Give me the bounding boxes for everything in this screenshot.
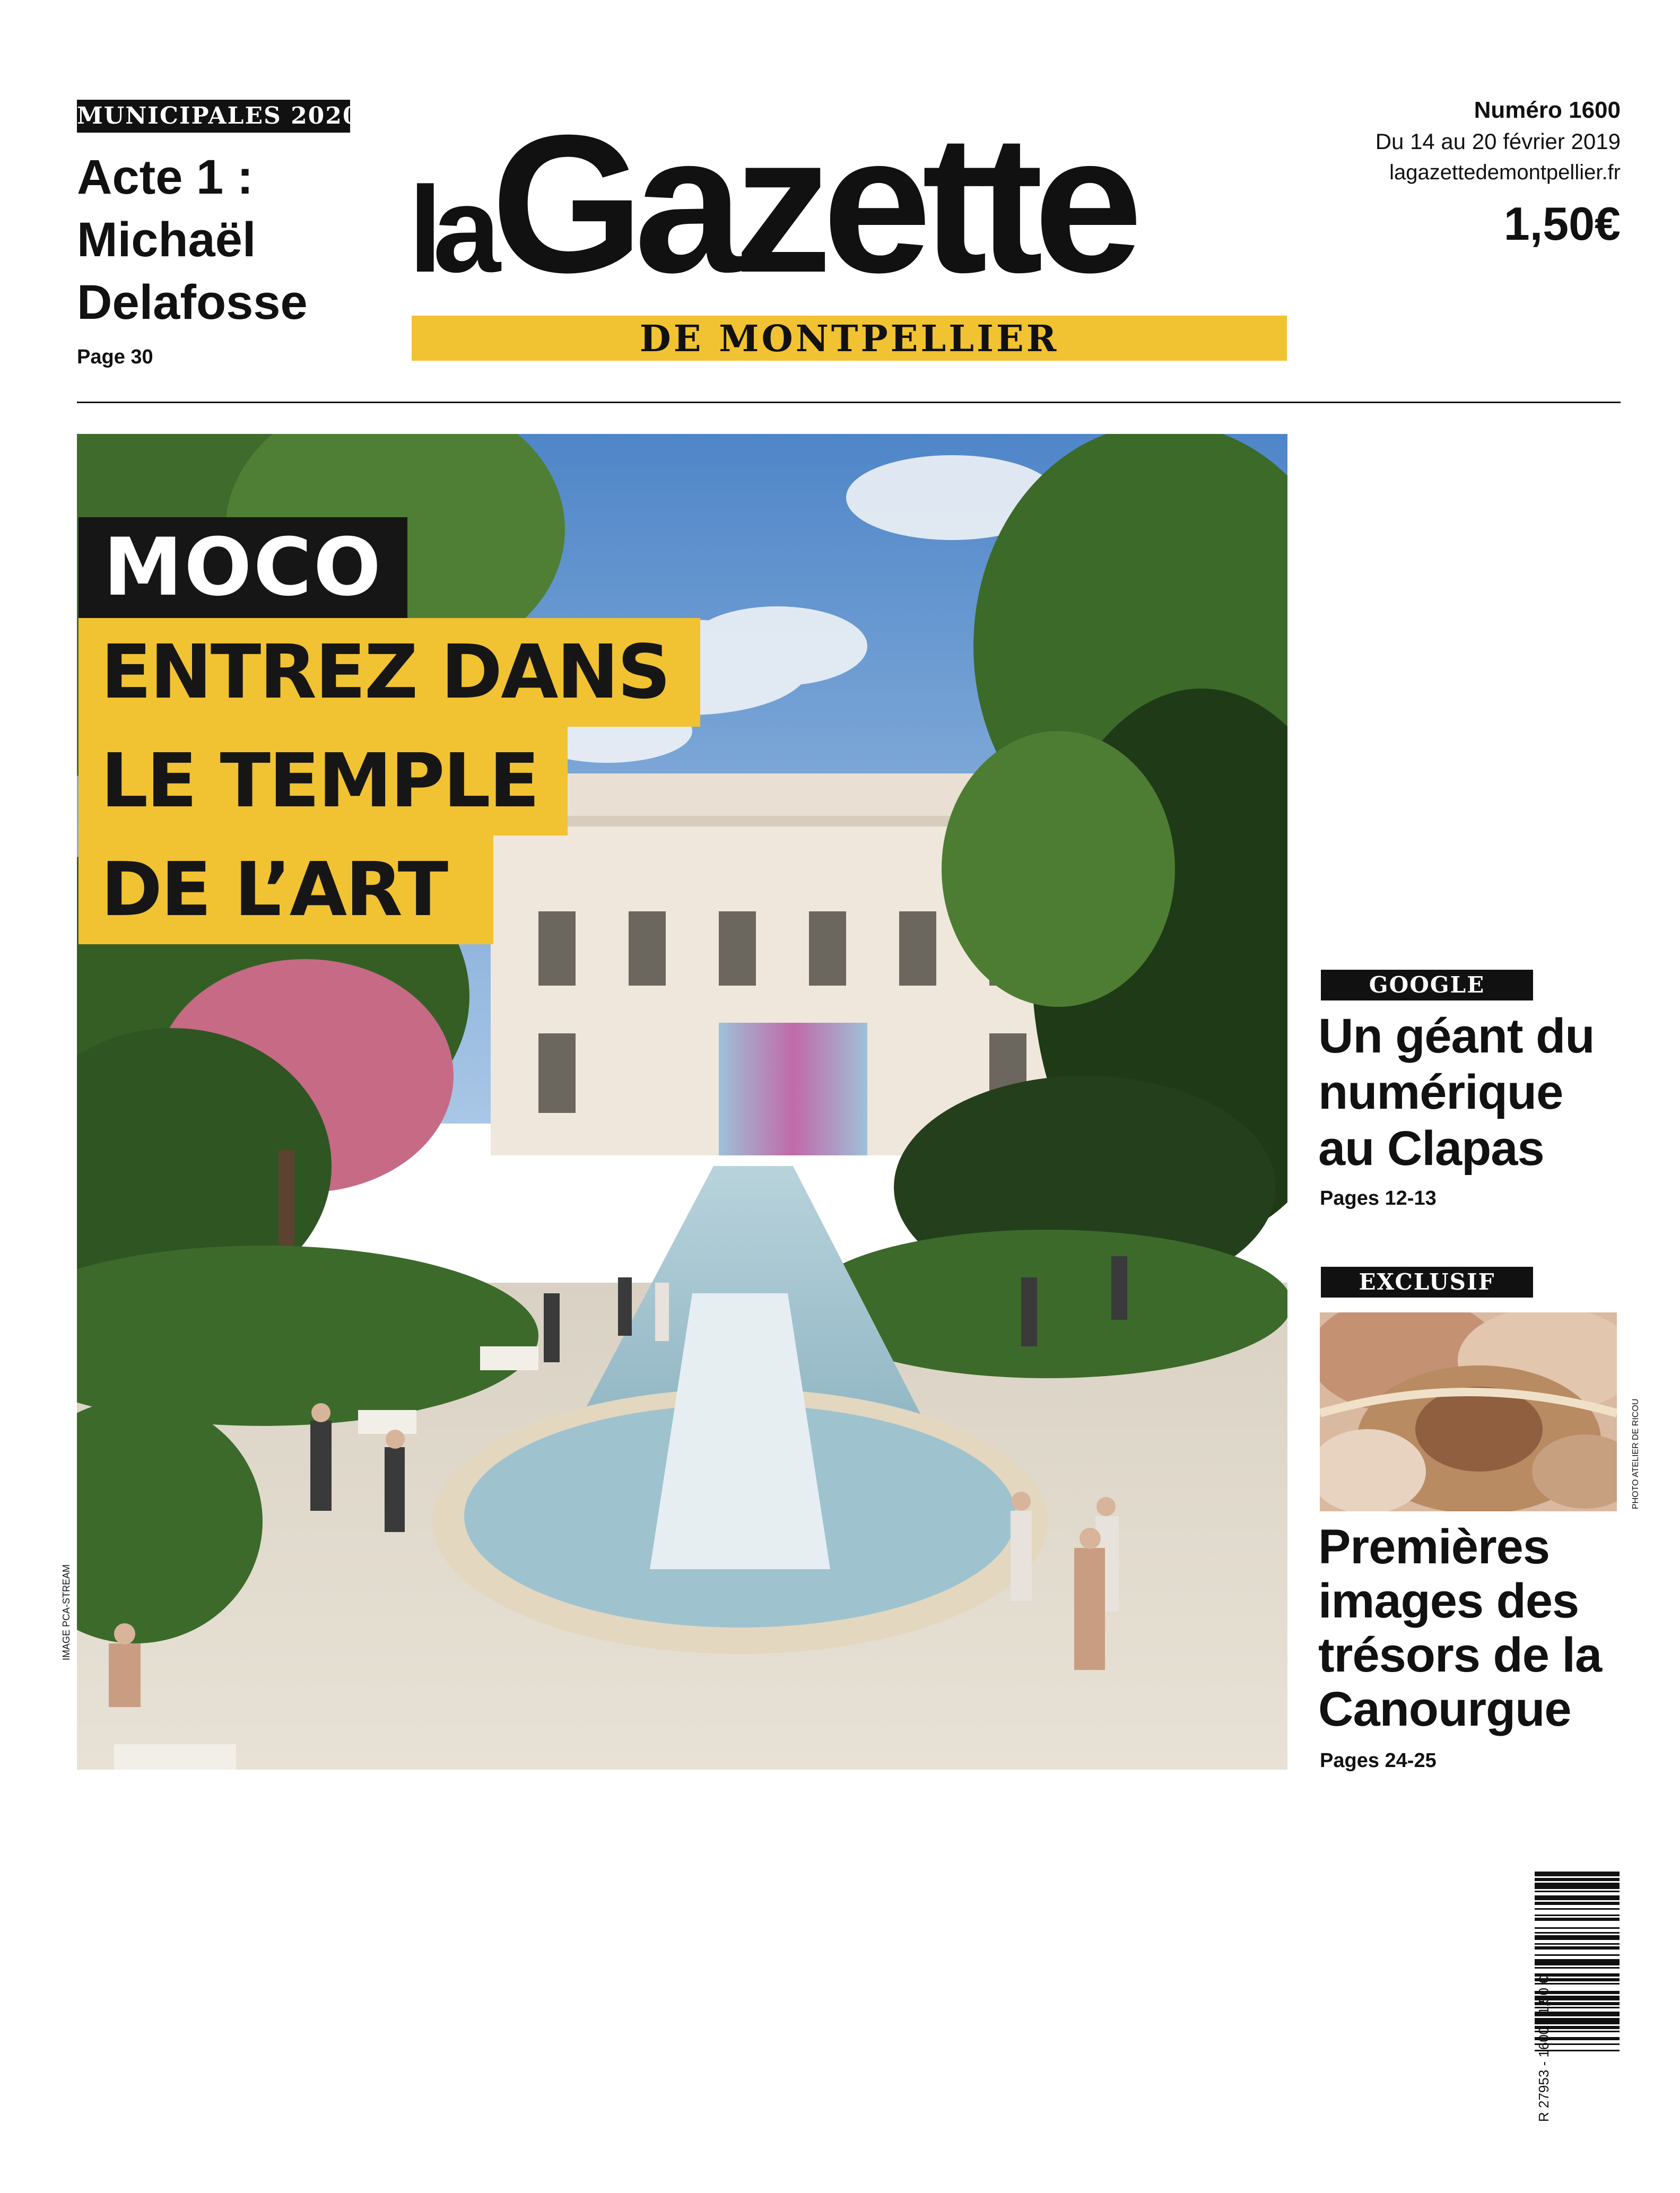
barcode-bar <box>1535 1878 1620 1881</box>
canourgue-headline[interactable] <box>1318 1520 1647 1736</box>
headline-line: Michaël <box>77 213 256 267</box>
headline-line: Premières <box>1318 1520 1550 1574</box>
barcode-bar <box>1535 1891 1620 1892</box>
barcode-bar <box>1535 1895 1620 1900</box>
google-page-ref: Pages 12-13 <box>1320 1187 1437 1209</box>
barcode-bar <box>1535 1943 1620 1945</box>
hero-headline-line[interactable]: ENTREZ DANS <box>79 618 700 727</box>
barcode-bar <box>1535 1959 1620 1965</box>
barcode-bar <box>1535 1883 1620 1889</box>
google-kicker: GOOGLE <box>1321 970 1533 1000</box>
logo-la: la <box>408 161 491 298</box>
barcode-bar <box>1535 1946 1620 1950</box>
municipales-headline[interactable] <box>77 146 374 334</box>
exclusif-kicker: EXCLUSIF <box>1321 1267 1533 1298</box>
headline-line: Acte 1 : <box>77 150 254 204</box>
barcode-bar <box>1535 1932 1620 1934</box>
barcode-bar <box>1535 1967 1620 1969</box>
newspaper-logo[interactable] <box>408 95 1289 366</box>
headline-line: Canourgue <box>1318 1682 1571 1736</box>
ceiling-fresco-image <box>1320 1312 1617 1511</box>
barcode-bar <box>1535 1872 1620 1876</box>
barcode-bar <box>1535 1908 1620 1910</box>
municipales-page-ref: Page 30 <box>77 346 153 368</box>
headline-line: Delafosse <box>77 275 308 329</box>
hero-image-credit: IMAGE PCA-STREAM <box>61 1564 72 1660</box>
headline-line: numérique <box>1318 1065 1563 1119</box>
barcode-bar <box>1535 1935 1620 1940</box>
headline-line: trésors de la <box>1318 1628 1602 1682</box>
canourgue-photo[interactable] <box>1320 1312 1617 1511</box>
barcode-bar <box>1535 1918 1620 1921</box>
barcode-bar <box>1535 1954 1620 1956</box>
barcode-bar <box>1535 1914 1620 1916</box>
canourgue-page-ref: Pages 24-25 <box>1320 1750 1437 1772</box>
municipales-kicker: MUNICIPALES 2020 <box>77 100 350 133</box>
hero-headline-line[interactable]: DE L’ART <box>79 836 493 944</box>
logo-gazette: Gazette <box>491 94 1134 314</box>
hero-label: MOCO <box>79 517 407 618</box>
google-headline[interactable] <box>1318 1008 1647 1177</box>
masthead-divider <box>77 402 1621 403</box>
issue-info <box>1302 94 1621 256</box>
barcode-bar <box>1535 1902 1620 1905</box>
barcode-bar <box>1535 1927 1620 1929</box>
price: 1,50€ <box>1503 197 1621 250</box>
headline-line: Un géant du <box>1318 1009 1595 1063</box>
logo-subtitle: DE MONTPELLIER <box>412 316 1287 361</box>
issue-dates: Du 14 au 20 février 2019 <box>1375 129 1621 154</box>
barcode-number: R 27953 - 1600 - 1,50 € <box>1536 1976 1552 2122</box>
hero-headline-line[interactable]: LE TEMPLE <box>79 727 568 836</box>
headline-line: images des <box>1318 1574 1579 1628</box>
issue-number: Numéro 1600 <box>1474 97 1621 123</box>
headline-line: au Clapas <box>1318 1121 1544 1176</box>
website-link[interactable]: lagazettedemontpellier.fr <box>1389 161 1621 184</box>
photo-credit: PHOTO ATELIER DE RICOU <box>1631 1398 1640 1509</box>
logo-title <box>408 95 1289 313</box>
